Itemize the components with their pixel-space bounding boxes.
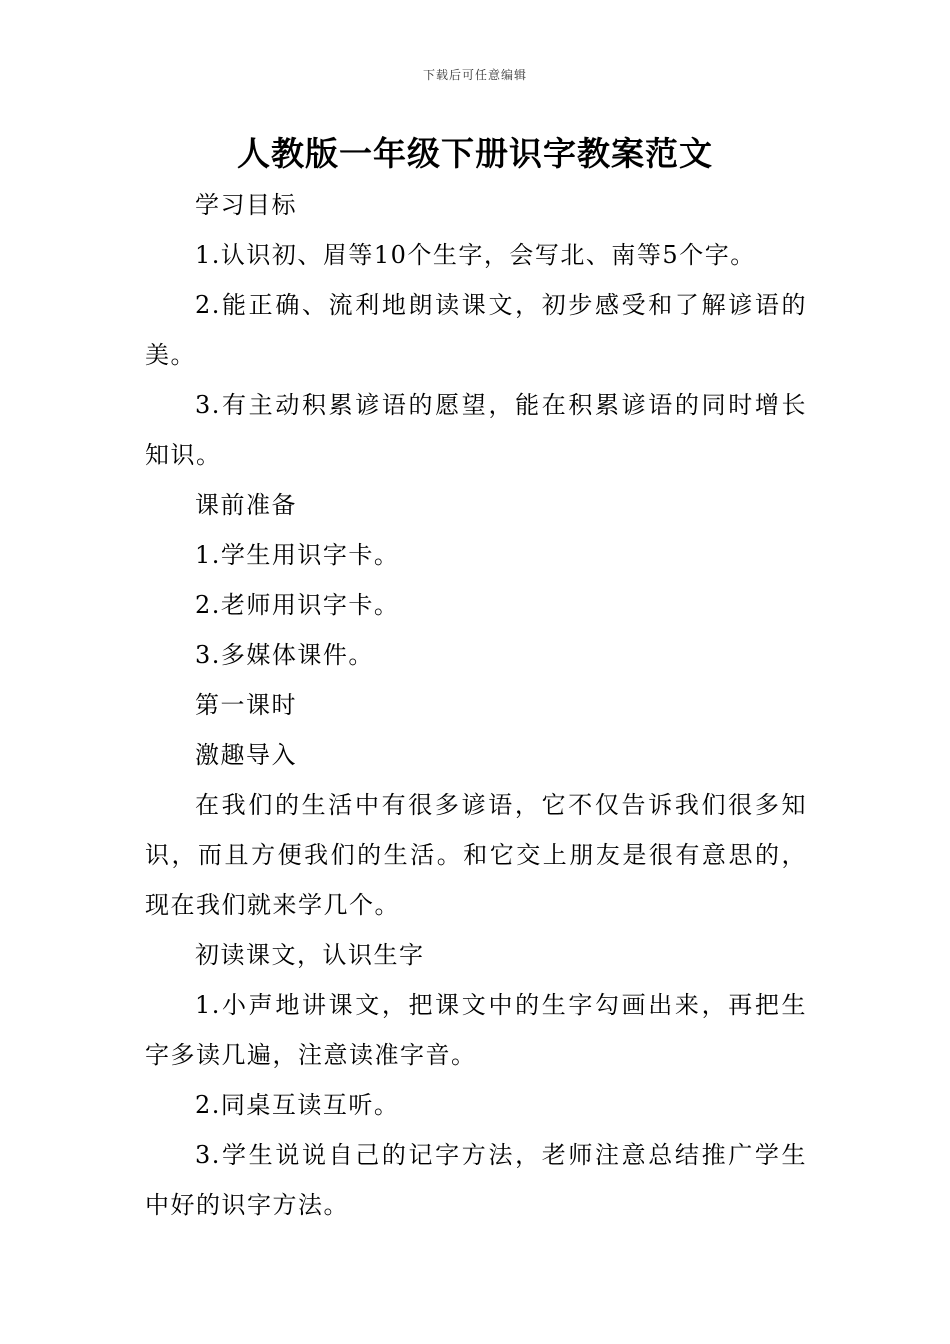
document-body xyxy=(145,180,807,1230)
paragraph: 1.学生用识字卡。 xyxy=(195,541,400,569)
section-heading-first-lesson: 第一课时 xyxy=(195,691,297,719)
paragraph: 在我们的生活中有很多谚语，它不仅告诉我们很多知识，而且方便我们的生活。和它交上朋友是很有意思的，现在我们就来学几个。 xyxy=(145,791,807,919)
paragraph: 1.认识初、眉等10个生字，会写北、南等5个字。 xyxy=(195,241,756,269)
paragraph: 2.能正确、流利地朗读课文，初步感受和了解谚语的美。 xyxy=(145,291,807,369)
header-note: 下载后可任意编辑 xyxy=(422,68,527,82)
section-heading-introduction: 激趣导入 xyxy=(195,741,297,769)
section-heading-preparation: 课前准备 xyxy=(195,491,297,519)
paragraph: 3.有主动积累谚语的愿望，能在积累谚语的同时增长知识。 xyxy=(145,391,807,469)
paragraph: 2.同桌互读互听。 xyxy=(195,1091,400,1119)
paragraph: 3.学生说说自己的记字方法，老师注意总结推广学生中好的识字方法。 xyxy=(145,1141,807,1219)
paragraph: 3.多媒体课件。 xyxy=(195,641,374,669)
section-heading-first-reading: 初读课文，认识生字 xyxy=(195,941,425,969)
section-heading-learning-goals: 学习目标 xyxy=(195,191,297,219)
document-title: 人教版一年级下册识字教案范文 xyxy=(237,134,713,173)
paragraph: 1.小声地讲课文，把课文中的生字勾画出来，再把生字多读几遍，注意读准字音。 xyxy=(145,991,807,1069)
paragraph: 2.老师用识字卡。 xyxy=(195,591,400,619)
